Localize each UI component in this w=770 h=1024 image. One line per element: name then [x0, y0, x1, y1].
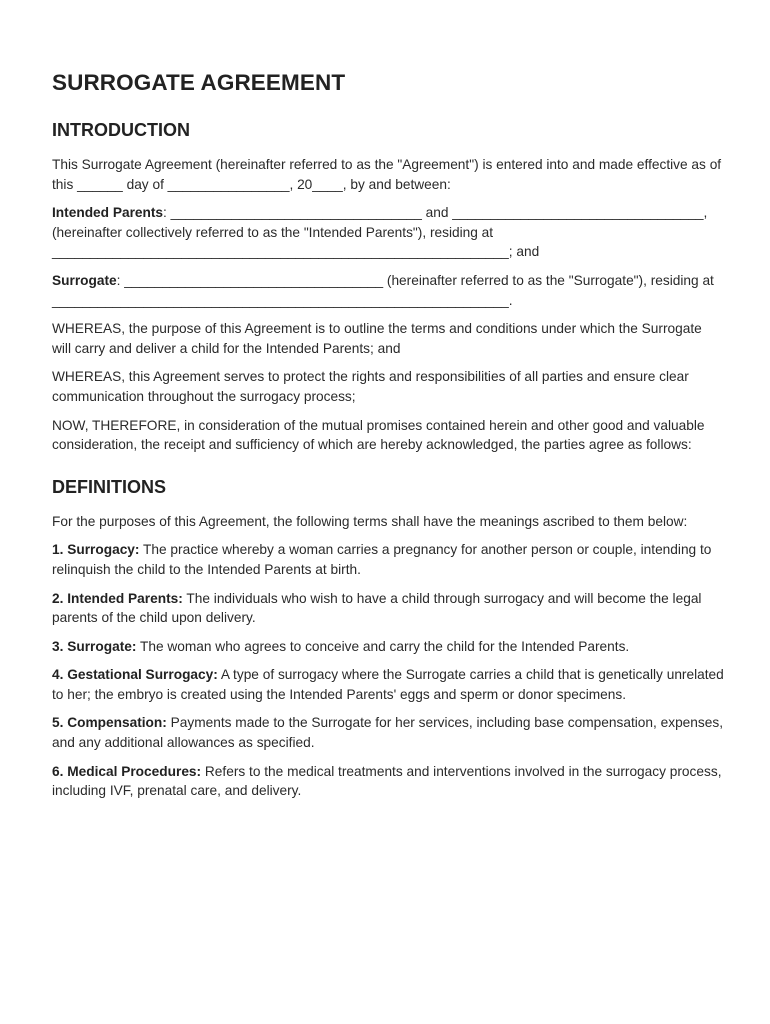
- definition-text: The woman who agrees to conceive and carry the child for the Intended Parents.: [136, 638, 630, 654]
- definition-text: A type of surrogacy where the Surrogate carries a child that is genetically unrelated to her; the embryo is created using the Intended Parents' eggs and sperm or donor specimens.: [52, 667, 724, 702]
- intended-parents-label: Intended Parents: [52, 205, 164, 221]
- intended-parents-text: : _________________________________ and _________________________________, (hereinafter collectively referred to as the "Intended Parents"), residing at ____________________________________________________________; and: [52, 205, 708, 260]
- opening-paragraph: This Surrogate Agreement (hereinafter referred to as the "Agreement") is entered into and made effective as of this ______ day of ________________, 20____, by and between:: [52, 157, 722, 192]
- definitions-heading: DEFINITIONS: [52, 476, 167, 497]
- definition-term: 6. Medical Procedures:: [52, 763, 202, 779]
- definition-text: Payments made to the Surrogate for her services, including base compensation, expenses, and any additional allowances as specified.: [52, 715, 724, 751]
- document-title: SURROGATE AGREEMENT: [52, 70, 346, 95]
- definition-text: The practice whereby a woman carries a pregnancy for another person or couple, intending to relinquish the child to the Intended Parents at birth.: [52, 542, 712, 577]
- definition-item-intended-parents: [52, 589, 724, 628]
- definitions-intro: For the purposes of this Agreement, the following terms shall have the meanings ascribed to them below:: [52, 513, 688, 529]
- intended-parents-paragraph: [52, 203, 724, 262]
- definition-item-surrogate: [52, 637, 724, 657]
- definition-text: The individuals who wish to have a child through surrogacy and will become the legal parents of the child upon delivery.: [52, 590, 702, 626]
- definition-term: 3. Surrogate:: [52, 638, 137, 654]
- definition-term: 5. Compensation:: [52, 715, 167, 731]
- definition-item-compensation: [52, 713, 724, 752]
- definition-text: Refers to the medical treatments and interventions involved in the surrogacy process, including IVF, prenatal care, and delivery.: [52, 763, 722, 799]
- whereas-purpose-paragraph: WHEREAS, the purpose of this Agreement is to outline the terms and conditions under which the Surrogate will carry and deliver a child for the Intended Parents; and: [52, 321, 702, 356]
- surrogate-label: Surrogate: [52, 272, 117, 288]
- definition-item-medical-procedures: [52, 762, 724, 801]
- definition-term: 1. Surrogacy:: [52, 542, 140, 558]
- introduction-heading: INTRODUCTION: [52, 120, 190, 140]
- definition-term: 4. Gestational Surrogacy:: [52, 667, 218, 683]
- definition-term: 2. Intended Parents:: [52, 590, 183, 606]
- document-page: [52, 70, 724, 810]
- definition-item-gestational-surrogacy: [52, 665, 724, 704]
- surrogate-text: : __________________________________ (hereinafter referred to as the "Surrogate"), residing at ____________________________________________________________.: [52, 272, 714, 308]
- whereas-protection-paragraph: WHEREAS, this Agreement serves to protect the rights and responsibilities of all parties and ensure clear communication throughout the surrogacy process;: [52, 369, 689, 404]
- definition-item-surrogacy: [52, 540, 724, 579]
- now-therefore-paragraph: NOW, THEREFORE, in consideration of the mutual promises contained herein and other good and valuable consideration, the receipt and sufficiency of which are hereby acknowledged, the parties agree as follows:: [52, 417, 705, 453]
- surrogate-paragraph: [52, 271, 724, 310]
